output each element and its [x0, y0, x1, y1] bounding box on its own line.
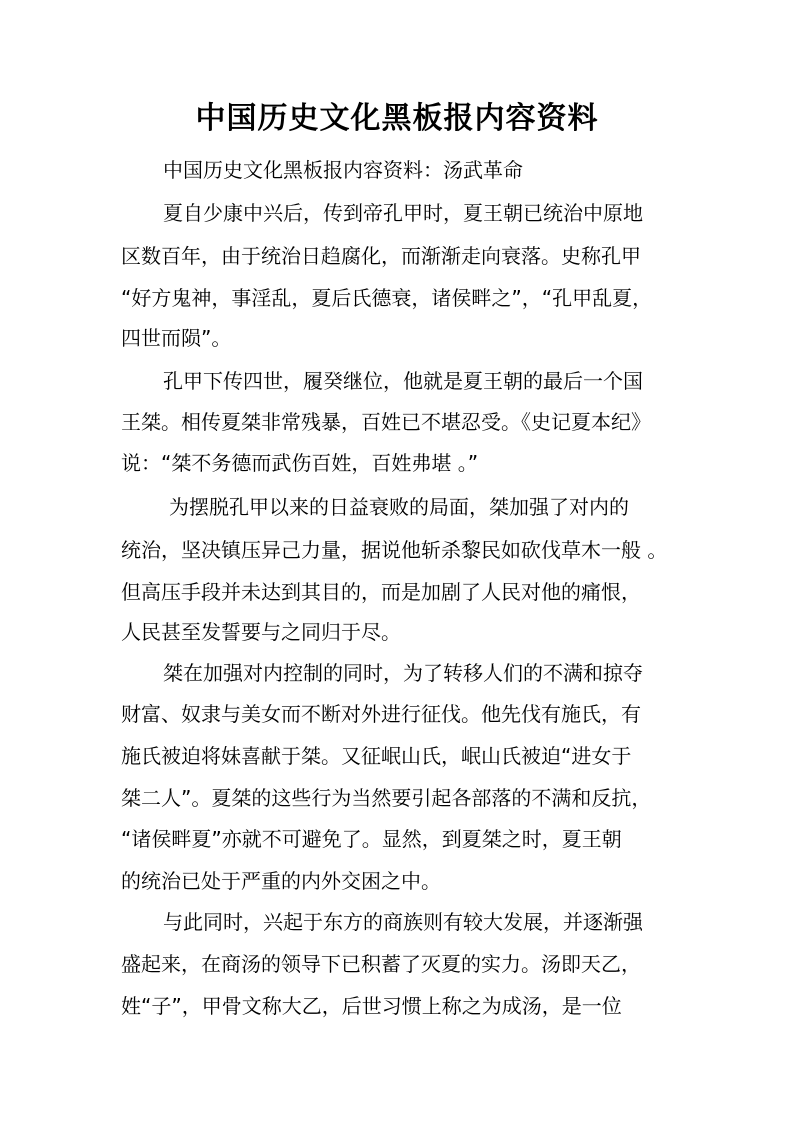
text-line: 桀二人”。夏桀的这些行为当然要引起各部落的不满和反抗， [121, 786, 652, 810]
text-line: 桀在加强对内控制的同时，为了转移人们的不满和掠夺 [163, 661, 643, 685]
text-line: “诸侯畔夏”亦就不可避免了。显然，到夏桀之时，夏王朝 [121, 827, 622, 851]
text-line: “好方鬼神，事淫乱，夏后氏德衰，诸侯畔之”，“孔甲乱夏， [121, 286, 653, 310]
text-line: 四世而陨”。 [121, 326, 232, 350]
text-line: 说：“桀不务德而武伤百姓，百姓弗堪 。” [121, 451, 479, 475]
text-line: 盛起来，在商汤的领导下已积蓄了灭夏的实力。汤即天乙， [121, 952, 641, 976]
text-line: 姓“子”，甲骨文称大乙，后世习惯上称之为成汤，是一位 [121, 994, 622, 1018]
text-line: 但高压手段并未达到其目的，而是加剧了人民对他的痛恨， [121, 580, 641, 604]
document-title: 中国历史文化黑板报内容资料 [195, 101, 599, 136]
text-line: 人民甚至发誓要与之同归于尽。 [121, 620, 401, 644]
text-line: 与此同时，兴起于东方的商族则有较大发展，并逐渐强 [163, 910, 643, 934]
text-line: 施氏被迫将妹喜献于桀。又征岷山氏，岷山氏被迫“进女于 [121, 744, 632, 768]
text-line: 区数百年，由于统治日趋腐化，而渐渐走向衰落。史称孔甲 [121, 244, 641, 268]
text-line: 王桀。相传夏桀非常残暴，百姓已不堪忍受。《史记夏本纪》 [121, 410, 651, 434]
text-line: 统治，坚决镇压异己力量，据说他斩杀黎民如砍伐草木一般 。 [121, 538, 668, 562]
text-line: 为摆脱孔甲以来的日益衰败的局面，桀加强了对内的 [169, 495, 629, 519]
text-line: 的统治已处于严重的内外交困之中。 [121, 869, 441, 893]
text-line: 财富、奴隶与美女而不断对外进行征伐。他先伐有施氏，有 [121, 702, 641, 726]
text-line: 夏自少康中兴后，传到帝孔甲时，夏王朝已统治中原地 [163, 201, 643, 225]
text-line: 孔甲下传四世，履癸继位，他就是夏王朝的最后一个国 [163, 369, 643, 393]
subtitle-line: 中国历史文化黑板报内容资料：汤武革命 [163, 158, 523, 182]
